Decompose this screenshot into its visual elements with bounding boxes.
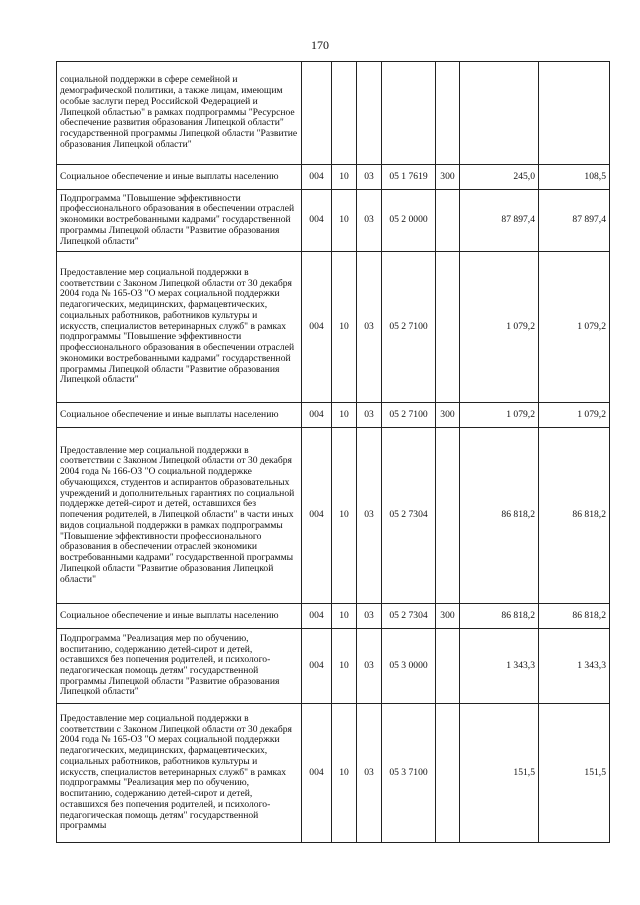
target-article-cell: 05 2 7100 (382, 252, 436, 403)
target-article-cell: 05 2 0000 (382, 190, 436, 252)
amount-plan-cell: 245,0 (460, 165, 539, 190)
amount-actual-cell: 1 079,2 (539, 252, 610, 403)
page-number: 170 (311, 38, 329, 52)
ministry-code-cell: 004 (302, 165, 332, 190)
row-description: Предоставление мер социальной поддержки в соответствии с Законом Липецкой области от 30 декабря 2004 года № 165-ОЗ "О мерах социальной поддержки педагогических, медицинских, фармацевтических, социальных работников, работников культуры и искусств, специалистов ветеринарных служб" в рамках подпрограммы "Повышение эффективности профессионального образования в обеспечении отраслей экономики востребованными кадрами" государственной программы Липецкой области "Развитие образования Липецкой области" (57, 252, 302, 403)
table-row (57, 604, 610, 629)
budget-table (56, 61, 610, 843)
row-description: Подпрограмма "Реализация мер по обучению, воспитанию, содержанию детей-сирот и детей, оставшихся без попечения родителей, и психолого-педагогическая помощь детям" государственной программы Липецкой области "Развитие образования Липецкой области" (57, 629, 302, 704)
amount-plan-cell: 151,5 (460, 704, 539, 843)
amount-plan-cell: 1 079,2 (460, 252, 539, 403)
table-row (57, 62, 610, 165)
table-row (57, 428, 610, 604)
subsection-code-cell: 03 (357, 190, 382, 252)
ministry-code-cell: 004 (302, 190, 332, 252)
target-article-cell (382, 62, 436, 165)
amount-plan-cell: 1 079,2 (460, 403, 539, 428)
subsection-code-cell: 03 (357, 165, 382, 190)
amount-actual-cell: 86 818,2 (539, 428, 610, 604)
section-code-cell: 10 (332, 165, 357, 190)
target-article-cell: 05 2 7304 (382, 604, 436, 629)
subsection-code-cell: 03 (357, 403, 382, 428)
subsection-code-cell (357, 62, 382, 165)
table-row (57, 190, 610, 252)
ministry-code-cell: 004 (302, 252, 332, 403)
row-description: Предоставление мер социальной поддержки в соответствии с Законом Липецкой области от 30 декабря 2004 года № 166-ОЗ "О социальной поддержке обучающихся, студентов и аспирантов образовательных учреждений и дополнительных гарантиях по социальной поддержке детей-сирот и детей, оставшихся без попечения родителей, в Липецкой области" в части иных видов социальной поддержки в рамках подпрограммы "Повышение эффективности профессионального образования в обеспечении отраслей экономики востребованными кадрами" государственной программы Липецкой области "Развитие образования Липецкой области" (57, 428, 302, 604)
section-code-cell: 10 (332, 428, 357, 604)
ministry-code-cell: 004 (302, 428, 332, 604)
ministry-code-cell: 004 (302, 403, 332, 428)
amount-plan-cell: 87 897,4 (460, 190, 539, 252)
subsection-code-cell: 03 (357, 428, 382, 604)
amount-plan-cell (460, 62, 539, 165)
expense-type-cell: 300 (436, 403, 460, 428)
expense-type-cell (436, 704, 460, 843)
section-code-cell: 10 (332, 629, 357, 704)
table-row (57, 629, 610, 704)
table-row (57, 165, 610, 190)
expense-type-cell: 300 (436, 604, 460, 629)
ministry-code-cell: 004 (302, 604, 332, 629)
row-description: Социальное обеспечение и иные выплаты населению (57, 403, 302, 428)
row-description: Подпрограмма "Повышение эффективности профессионального образования в обеспечении отраслей экономики востребованными кадрами" государственной программы Липецкой области "Развитие образования Липецкой области" (57, 190, 302, 252)
expense-type-cell (436, 428, 460, 604)
ministry-code-cell: 004 (302, 629, 332, 704)
amount-actual-cell: 108,5 (539, 165, 610, 190)
expense-type-cell (436, 629, 460, 704)
amount-actual-cell (539, 62, 610, 165)
table-row (57, 403, 610, 428)
row-description: социальной поддержки в сфере семейной и демографической политики, а также лицам, имеющим особые заслуги перед Российской Федерацией и Липецкой областью" в рамках подпрограммы "Ресурсное обеспечение развития образования Липецкой области" государственной программы Липецкой области "Развитие образования Липецкой области" (57, 62, 302, 165)
expense-type-cell: 300 (436, 165, 460, 190)
amount-plan-cell: 1 343,3 (460, 629, 539, 704)
amount-actual-cell: 1 079,2 (539, 403, 610, 428)
target-article-cell: 05 2 7100 (382, 403, 436, 428)
row-description: Социальное обеспечение и иные выплаты населению (57, 604, 302, 629)
target-article-cell: 05 1 7619 (382, 165, 436, 190)
expense-type-cell (436, 62, 460, 165)
ministry-code-cell: 004 (302, 704, 332, 843)
section-code-cell: 10 (332, 604, 357, 629)
table-row (57, 704, 610, 843)
target-article-cell: 05 2 7304 (382, 428, 436, 604)
target-article-cell: 05 3 0000 (382, 629, 436, 704)
amount-actual-cell: 86 818,2 (539, 604, 610, 629)
expense-type-cell (436, 252, 460, 403)
table-row (57, 252, 610, 403)
amount-plan-cell: 86 818,2 (460, 428, 539, 604)
subsection-code-cell: 03 (357, 604, 382, 629)
section-code-cell: 10 (332, 403, 357, 428)
amount-actual-cell: 151,5 (539, 704, 610, 843)
row-description: Предоставление мер социальной поддержки в соответствии с Законом Липецкой области от 30 декабря 2004 года № 165-ОЗ "О мерах социальной поддержки педагогических, медицинских, фармацевтических, социальных работников, работников культуры и искусств, специалистов ветеринарных служб" в рамках подпрограммы "Реализация мер по обучению, воспитанию, содержанию детей-сирот и детей, оставшихся без попечения родителей, и психолого-педагогическая помощь детям" государственной программы (57, 704, 302, 843)
subsection-code-cell: 03 (357, 252, 382, 403)
row-description: Социальное обеспечение и иные выплаты населению (57, 165, 302, 190)
section-code-cell: 10 (332, 704, 357, 843)
section-code-cell (332, 62, 357, 165)
amount-actual-cell: 87 897,4 (539, 190, 610, 252)
amount-plan-cell: 86 818,2 (460, 604, 539, 629)
expense-type-cell (436, 190, 460, 252)
target-article-cell: 05 3 7100 (382, 704, 436, 843)
subsection-code-cell: 03 (357, 629, 382, 704)
ministry-code-cell (302, 62, 332, 165)
subsection-code-cell: 03 (357, 704, 382, 843)
section-code-cell: 10 (332, 190, 357, 252)
section-code-cell: 10 (332, 252, 357, 403)
amount-actual-cell: 1 343,3 (539, 629, 610, 704)
